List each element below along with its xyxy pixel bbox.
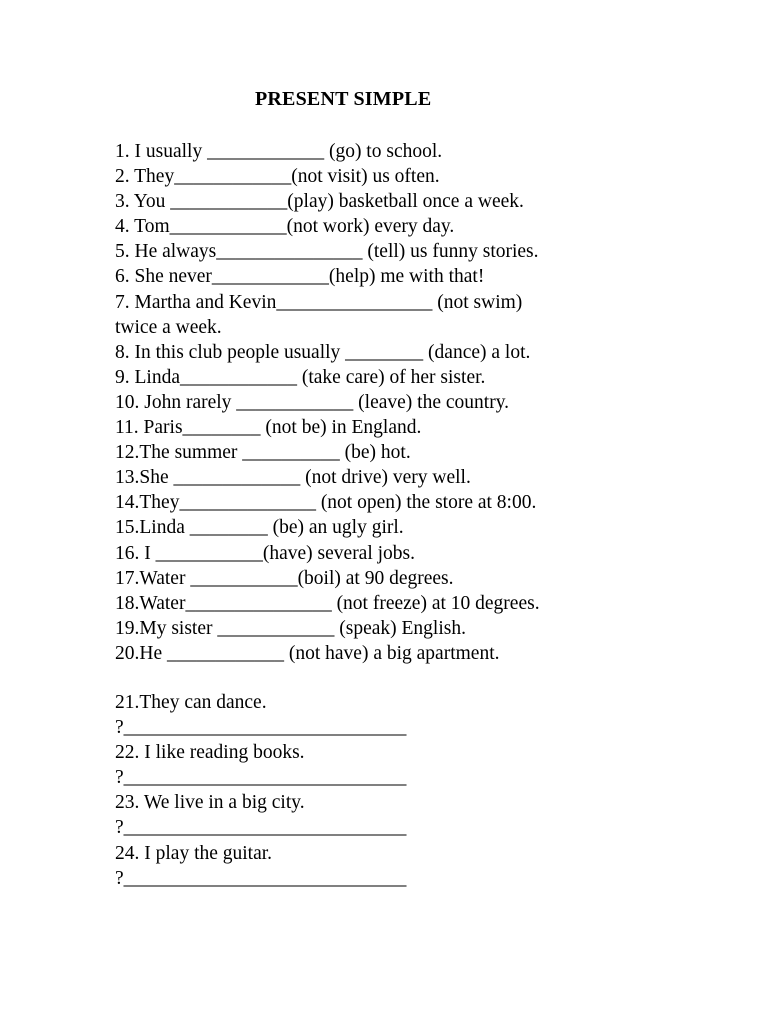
answer-line-22: ?_____________________________ [115, 767, 407, 789]
exercise-line-14: 14.They______________ (not open) the store at 8:00. [115, 492, 537, 514]
section-spacer [115, 666, 675, 690]
exercise-line-16: 16. I ___________(have) several jobs. [115, 542, 416, 564]
exercise-list [115, 139, 675, 891]
exercise-line-6: 6. She never____________(help) me with that! [115, 266, 485, 288]
answer-line-23: ?_____________________________ [115, 817, 407, 839]
exercise-line-10: 10. John rarely ____________ (leave) the country. [115, 391, 510, 413]
exercise-line-12: 12.The summer __________ (be) hot. [115, 442, 411, 464]
question-prompt-22: 22. I like reading books. [115, 742, 305, 764]
exercise-line-7: 7. Martha and Kevin________________ (not swim) [115, 291, 523, 313]
page-title: PRESENT SIMPLE [255, 88, 432, 110]
answer-line-24: ?_____________________________ [115, 867, 407, 889]
exercise-line-4: 4. Tom____________(not work) every day. [115, 216, 455, 238]
answer-line-21: ?_____________________________ [115, 717, 407, 739]
exercise-line-20: 20.He ____________ (not have) a big apartment. [115, 642, 500, 664]
exercise-line-18: 18.Water_______________ (not freeze) at 10 degrees. [115, 592, 540, 614]
exercise-line-2: 2. They____________(not visit) us often. [115, 166, 440, 188]
exercise-line-11: 11. Paris________ (not be) in England. [115, 417, 422, 439]
exercise-line-1: 1. I usually ____________ (go) to school. [115, 141, 443, 162]
question-prompt-21: 21.They can dance. [115, 691, 267, 713]
exercise-line-9: 9. Linda____________ (take care) of her sister. [115, 366, 486, 388]
exercise-line-5: 5. He always_______________ (tell) us funny stories. [115, 241, 539, 263]
exercise-line-15: 15.Linda ________ (be) an ugly girl. [115, 517, 404, 539]
exercise-line-3: 3. You ____________(play) basketball once a week. [115, 191, 524, 213]
question-prompt-24: 24. I play the guitar. [115, 842, 273, 864]
exercise-line-19: 19.My sister ____________ (speak) English. [115, 617, 466, 639]
exercise-line-8: 8. In this club people usually ________ (dance) a lot. [115, 341, 531, 363]
exercise-line-17: 17.Water ___________(boil) at 90 degrees. [115, 567, 454, 589]
exercise-line-7-continued: twice a week. [115, 316, 222, 338]
exercise-line-13: 13.She _____________ (not drive) very well. [115, 467, 471, 489]
question-prompt-23: 23. We live in a big city. [115, 792, 305, 814]
